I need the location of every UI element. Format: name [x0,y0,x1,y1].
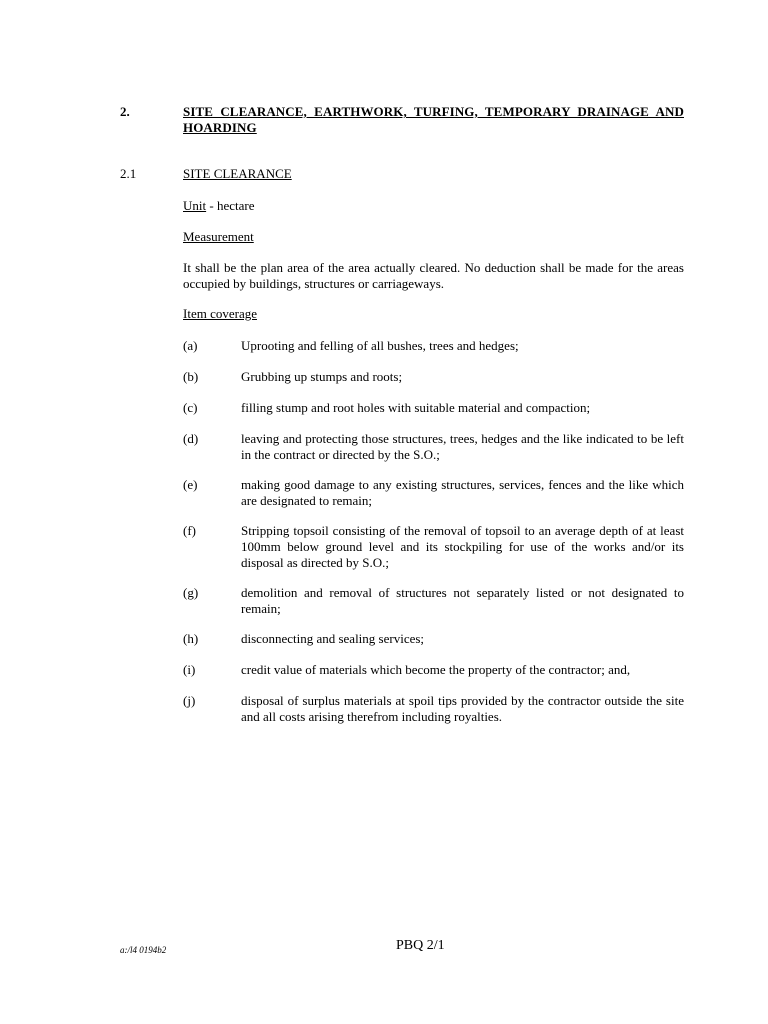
item-text: demolition and removal of structures not separately listed or not designated to remain; [241,585,684,616]
item-text: credit value of materials which become the property of the contractor; and, [241,662,631,677]
item-label: (d) [183,431,199,446]
section-title: SITE CLEARANCE, EARTHWORK, TURFING, TEMPORARY DRAINAGE AND HOARDING [183,104,684,135]
item-text: making good damage to any existing structures, services, fences and the like which are designated to remain; [241,477,684,508]
footer-page-number: PBQ 2/1 [396,938,445,953]
item-label: (i) [183,662,196,677]
item-label: (f) [183,523,196,538]
item-label: (e) [183,477,198,492]
item-text: disconnecting and sealing services; [241,631,425,646]
item-label: (h) [183,631,199,646]
item-text: Stripping topsoil consisting of the removal of topsoil to an average depth of at least 100mm below ground level and its stockpiling for use of the works and/or its disposal as directed by S.O.; [241,523,684,570]
unit-value: - hectare [206,198,255,213]
section-number: 2. [120,104,130,119]
item-text: disposal of surplus materials at spoil tips provided by the contractor outside the site and all costs arising therefrom including royalties. [241,693,684,724]
item-text: Grubbing up stumps and roots; [241,369,403,384]
measurement-text: It shall be the plan area of the area actually cleared. No deduction shall be made for the areas occupied by buildings, structures or carriageways. [183,260,684,291]
item-text: filling stump and root holes with suitable material and compaction; [241,400,591,415]
item-text: leaving and protecting those structures, trees, hedges and the like indicated to be left in the contract or directed by the S.O.; [241,431,684,462]
coverage-heading: Item coverage [183,306,257,321]
item-label: (g) [183,585,199,600]
subsection-title: SITE CLEARANCE [183,166,292,181]
footer-reference: a:/l4 0194b2 [120,945,167,955]
item-label: (a) [183,338,198,353]
item-label: (b) [183,369,199,384]
unit-label: Unit [183,198,207,213]
item-label: (c) [183,400,198,415]
unit-line [183,198,254,214]
subsection-number: 2.1 [120,166,137,181]
item-label: (j) [183,693,196,708]
measurement-heading: Measurement [183,229,254,244]
item-text: Uprooting and felling of all bushes, trees and hedges; [241,338,519,353]
